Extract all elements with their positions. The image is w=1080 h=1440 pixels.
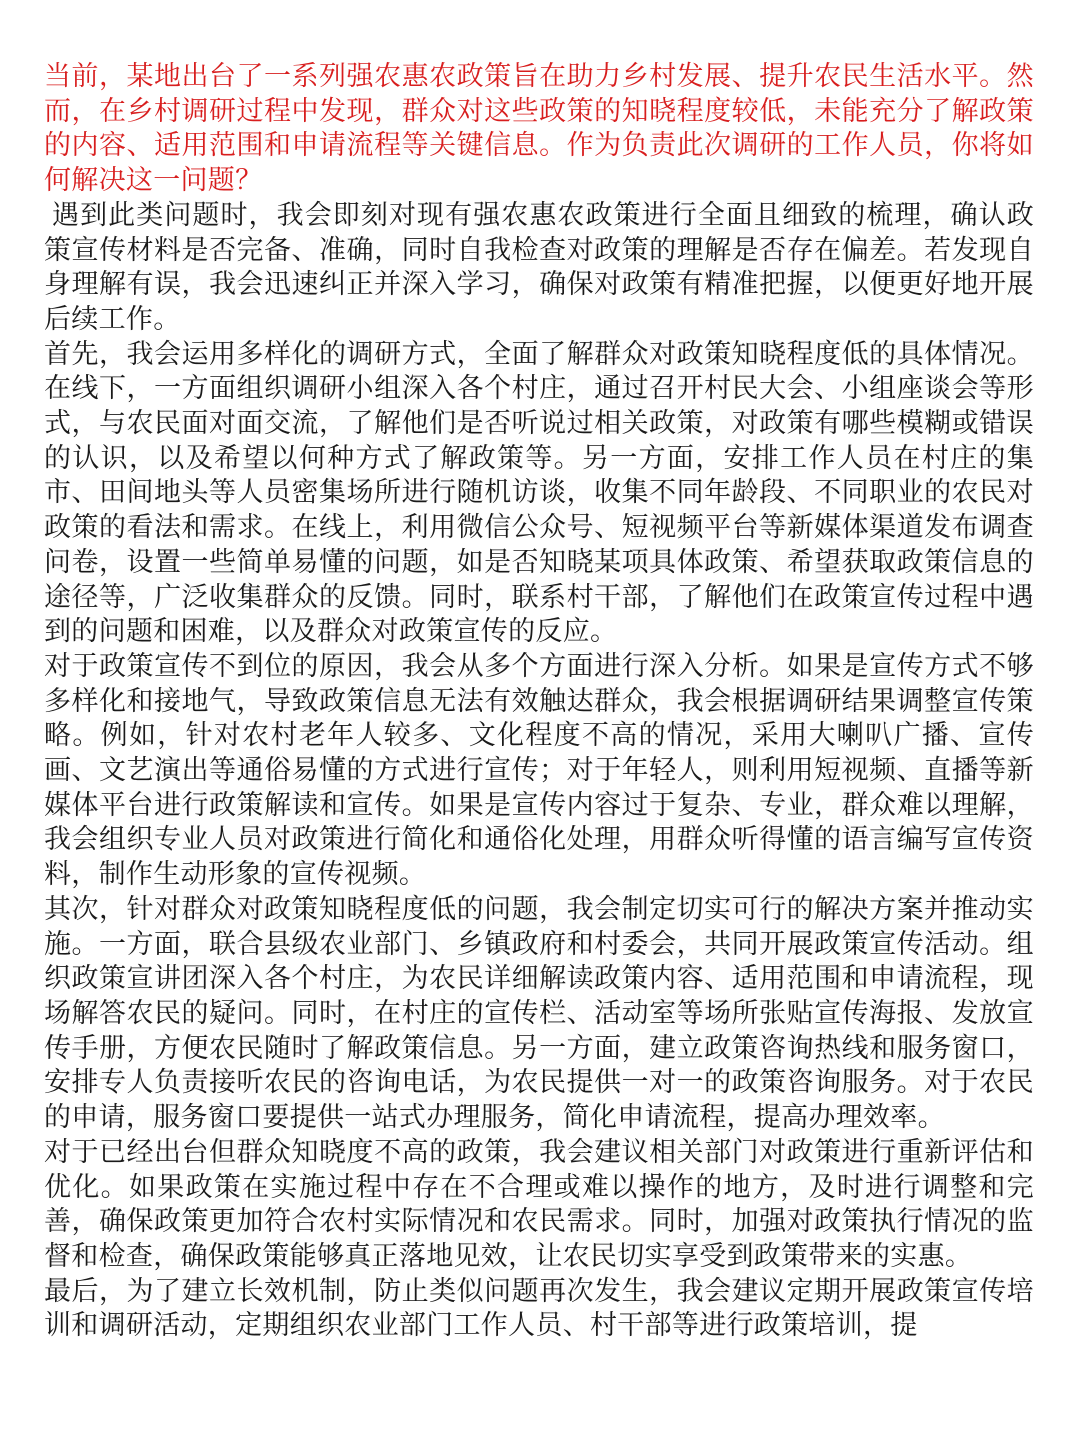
answer-paragraph-6: 最后，为了建立长效机制，防止类似问题再次发生，我会建议定期开展政策宣传培训和调研活动，定期组织农业部门工作人员、村干部等进行政策培训，提 (44, 1275, 1034, 1342)
answer-paragraph-1: 遇到此类问题时，我会即刻对现有强农惠农政策进行全面且细致的梳理，确认政策宣传材料是否完备、准确，同时自我检查对政策的理解是否存在偏差。若发现自身理解有误，我会迅速纠正并深入学习，确保对政策有精准把握，以便更好地开展后续工作。 (44, 199, 1034, 335)
answer-paragraph-2: 首先，我会运用多样化的调研方式，全面了解群众对政策知晓程度低的具体情况。在线下，一方面组织调研小组深入各个村庄，通过召开村民大会、小组座谈会等形式，与农民面对面交流，了解他们是否听说过相关政策，对政策有哪些模糊或错误的认识，以及希望以何种方式了解政策等。另一方面，安排工作人员在村庄的集市、田间地头等人员密集场所进行随机访谈，收集不同年龄段、不同职业的农民对政策的看法和需求。在线上，利用微信公众号、短视频平台等新媒体渠道发布调查问卷，设置一些简单易懂的问题，如是否知晓某项具体政策、希望获取政策信息的途径等，广泛收集群众的反馈。同时，联系村干部，了解他们在政策宣传过程中遇到的问题和困难，以及群众对政策宣传的反应。 (44, 338, 1034, 648)
document-body (44, 60, 1034, 1344)
question-text: 当前，某地出台了一系列强农惠农政策旨在助力乡村发展、提升农民生活水平。然而，在乡村调研过程中发现，群众对这些政策的知晓程度较低，未能充分了解政策的内容、适用范围和申请流程等关键信息。作为负责此次调研的工作人员，你将如何解决这一问题？ (44, 61, 1034, 197)
answer-paragraph-5: 对于已经出台但群众知晓度不高的政策，我会建议相关部门对政策进行重新评估和优化。如果政策在实施过程中存在不合理或难以操作的地方，及时进行调整和完善，确保政策更加符合农村实际情况和农民需求。同时，加强对政策执行情况的监督和检查，确保政策能够真正落地见效，让农民切实享受到政策带来的实惠。 (44, 1136, 1034, 1272)
answer-paragraph-4: 其次，针对群众对政策知晓程度低的问题，我会制定切实可行的解决方案并推动实施。一方面，联合县级农业部门、乡镇政府和村委会，共同开展政策宣传活动。组织政策宣讲团深入各个村庄，为农民详细解读政策内容、适用范围和申请流程，现场解答农民的疑问。同时，在村庄的宣传栏、活动室等场所张贴宣传海报、发放宣传手册，方便农民随时了解政策信息。另一方面，建立政策咨询热线和服务窗口，安排专人负责接听农民的咨询电话，为农民提供一对一的政策咨询服务。对于农民的申请，服务窗口要提供一站式办理服务，简化申请流程，提高办理效率。 (44, 893, 1034, 1134)
answer-paragraph-3: 对于政策宣传不到位的原因，我会从多个方面进行深入分析。如果是宣传方式不够多样化和接地气，导致政策信息无法有效触达群众，我会根据调研结果调整宣传策略。例如，针对农村老年人较多、文化程度不高的情况，采用大喇叭广播、宣传画、文艺演出等通俗易懂的方式进行宣传；对于年轻人，则利用短视频、直播等新媒体平台进行政策解读和宣传。如果是宣传内容过于复杂、专业，群众难以理解，我会组织专业人员对政策进行简化和通俗化处理，用群众听得懂的语言编写宣传资料，制作生动形象的宣传视频。 (44, 650, 1034, 891)
